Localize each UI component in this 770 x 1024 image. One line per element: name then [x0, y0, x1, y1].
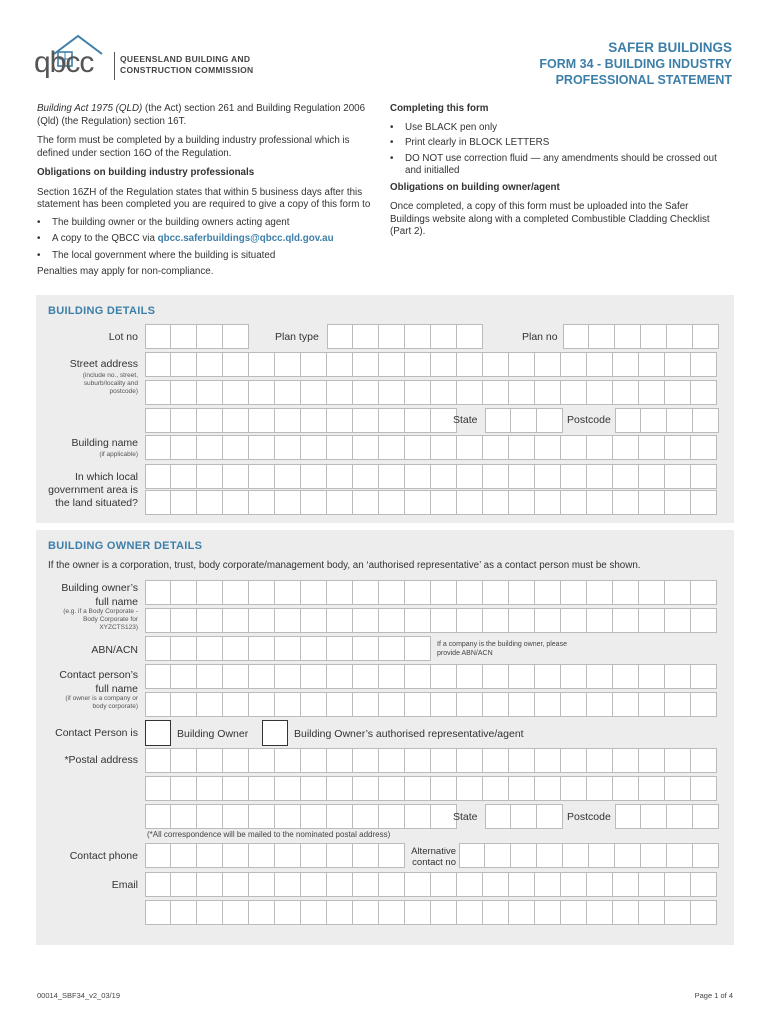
- street-label: Street address: [69, 358, 138, 370]
- plan-type-input[interactable]: [327, 324, 483, 349]
- abn-note: If a company is the building owner, please provide ABN/ACN: [437, 641, 567, 657]
- owner-name-input-line1[interactable]: [145, 580, 717, 605]
- abn-label: ABN/ACN: [91, 644, 138, 656]
- lot-input[interactable]: [145, 324, 249, 349]
- page-number: Page 1 of 4: [694, 991, 733, 1000]
- intro-p2: The form must be completed by a building industry professional which is defined under section 16O of the Regulation.: [37, 135, 350, 159]
- lga-input-line1[interactable]: [145, 464, 717, 489]
- building-name-input[interactable]: [145, 435, 717, 460]
- logo-text: qbcc: [34, 46, 94, 79]
- owner-postcode-label: Postcode: [567, 811, 611, 823]
- intro-right: [390, 103, 730, 239]
- building-name-sublabel: (if applicable): [99, 451, 138, 458]
- contact-name-input-line1[interactable]: [145, 664, 717, 689]
- intro-left: [37, 103, 382, 279]
- intro-p4: Penalties may apply for non-compliance.: [37, 266, 214, 277]
- postal-label: *Postal address: [64, 754, 138, 766]
- intro-heading-completing: Completing this form: [390, 103, 489, 114]
- street-input-line3[interactable]: [145, 408, 457, 433]
- intro-right-bullet1: • Use BLACK pen only: [390, 121, 498, 133]
- owner-name-label-line2: full name: [95, 596, 138, 608]
- street-input-line1[interactable]: [145, 352, 717, 377]
- building-details-title: BUILDING DETAILS: [48, 305, 156, 317]
- intro-right-p1: Once completed, a copy of this form must be uploaded into the Safer Buildings website along with a completed Combustible Cladding Checklist (Part 2).: [390, 201, 710, 237]
- authorised-rep-option-label: Building Owner’s authorised representative/agent: [294, 728, 524, 740]
- intro-bullet1: • The building owner or the building owners acting agent: [37, 216, 290, 228]
- contact-name-sublabel: (if owner is a company or body corporate): [65, 695, 138, 710]
- contact-name-label-line1: Contact person’s: [59, 669, 138, 681]
- owner-state-label: State: [453, 811, 478, 823]
- qbcc-logo: [34, 32, 264, 88]
- street-input-line2[interactable]: [145, 380, 717, 405]
- email-label: Email: [111, 879, 138, 891]
- owner-name-input-line2[interactable]: [145, 608, 717, 633]
- intro-heading-professionals: Obligations on building industry professionals: [37, 167, 255, 178]
- postcode-input[interactable]: [615, 408, 719, 433]
- alt-contact-input[interactable]: [459, 843, 719, 868]
- intro-bullet3: • The local government where the building is situated: [37, 249, 276, 261]
- qbcc-email-link[interactable]: qbcc.saferbuildings@qbcc.qld.gov.au: [157, 233, 334, 244]
- plan-no-label: Plan no: [522, 331, 558, 343]
- contact-name-label-line2: full name: [95, 683, 138, 695]
- form-title: [539, 40, 732, 88]
- plan-no-input[interactable]: [563, 324, 719, 349]
- postal-input-line3[interactable]: [145, 804, 457, 829]
- lga-label-line1: In which local: [74, 471, 138, 483]
- title-line1: SAFER BUILDINGS: [608, 40, 732, 55]
- abn-input[interactable]: [145, 636, 431, 661]
- lga-input-line2[interactable]: [145, 490, 717, 515]
- state-input[interactable]: [485, 408, 563, 433]
- title-line3: PROFESSIONAL STATEMENT: [555, 73, 732, 87]
- postal-input-line1[interactable]: [145, 748, 717, 773]
- contact-phone-label: Contact phone: [69, 850, 138, 862]
- owner-name-sublabel: (e.g. if a Body Corporate - Body Corporate for XYZCTS123): [63, 608, 138, 631]
- lga-label-line3: the land situated?: [55, 497, 138, 509]
- building-owner-option-label: Building Owner: [177, 728, 249, 740]
- building-owner-checkbox[interactable]: [145, 720, 171, 746]
- intro-p1: Building Act 1975 (QLD) (the Act) section 261 and Building Regulation 2006 (Qld) (the Regulation) section 16T.: [37, 103, 366, 127]
- intro-heading-owner: Obligations on building owner/agent: [390, 181, 560, 193]
- contact-name-input-line2[interactable]: [145, 692, 717, 717]
- owner-note: If the owner is a corporation, trust, body corporate/management body, an ‘authorised representative’ as a contact person must be shown.: [48, 560, 641, 571]
- authorised-rep-checkbox[interactable]: [262, 720, 288, 746]
- correspondence-note: (*All correspondence will be mailed to the nominated postal address): [147, 830, 391, 839]
- owner-details-title: BUILDING OWNER DETAILS: [48, 540, 203, 552]
- logo-divider: [114, 52, 115, 80]
- intro-bullet2: • A copy to the QBCC via qbcc.saferbuildings@qbcc.qld.gov.au: [37, 233, 334, 244]
- street-sublabel: (include no., street, suburb/locality and postcode): [82, 372, 138, 395]
- postal-input-line2[interactable]: [145, 776, 717, 801]
- intro-right-bullet3: • DO NOT use correction fluid — any amendments should be crossed out and initialled: [390, 152, 717, 176]
- owner-name-label-line1: Building owner’s: [61, 582, 138, 594]
- building-name-label: Building name: [71, 437, 138, 449]
- alt-contact-label-line2: contact no: [412, 857, 456, 868]
- title-line2: FORM 34 - BUILDING INDUSTRY: [539, 57, 732, 71]
- email-input-line2[interactable]: [145, 900, 717, 925]
- postcode-label: Postcode: [567, 414, 611, 426]
- lot-label: Lot no: [108, 331, 138, 343]
- contact-is-label: Contact Person is: [55, 727, 138, 739]
- org-line2: CONSTRUCTION COMMISSION: [120, 65, 254, 75]
- alt-contact-label-line1: Alternative: [411, 846, 456, 857]
- contact-phone-input[interactable]: [145, 843, 405, 868]
- intro-p3: Section 16ZH of the Regulation states that within 5 business days after this statement has been completed you are required to give a copy of this form to: [37, 186, 371, 210]
- form-code: 00014_SBF34_v2_03/19: [37, 991, 120, 1000]
- owner-state-input[interactable]: [485, 804, 563, 829]
- lga-label-line2: government area is: [48, 484, 138, 496]
- intro-right-bullet2: • Print clearly in BLOCK LETTERS: [390, 137, 550, 148]
- state-label: State: [453, 414, 478, 426]
- owner-postcode-input[interactable]: [615, 804, 719, 829]
- email-input-line1[interactable]: [145, 872, 717, 897]
- org-line1: QUEENSLAND BUILDING AND: [120, 54, 251, 64]
- plan-type-label: Plan type: [275, 331, 319, 343]
